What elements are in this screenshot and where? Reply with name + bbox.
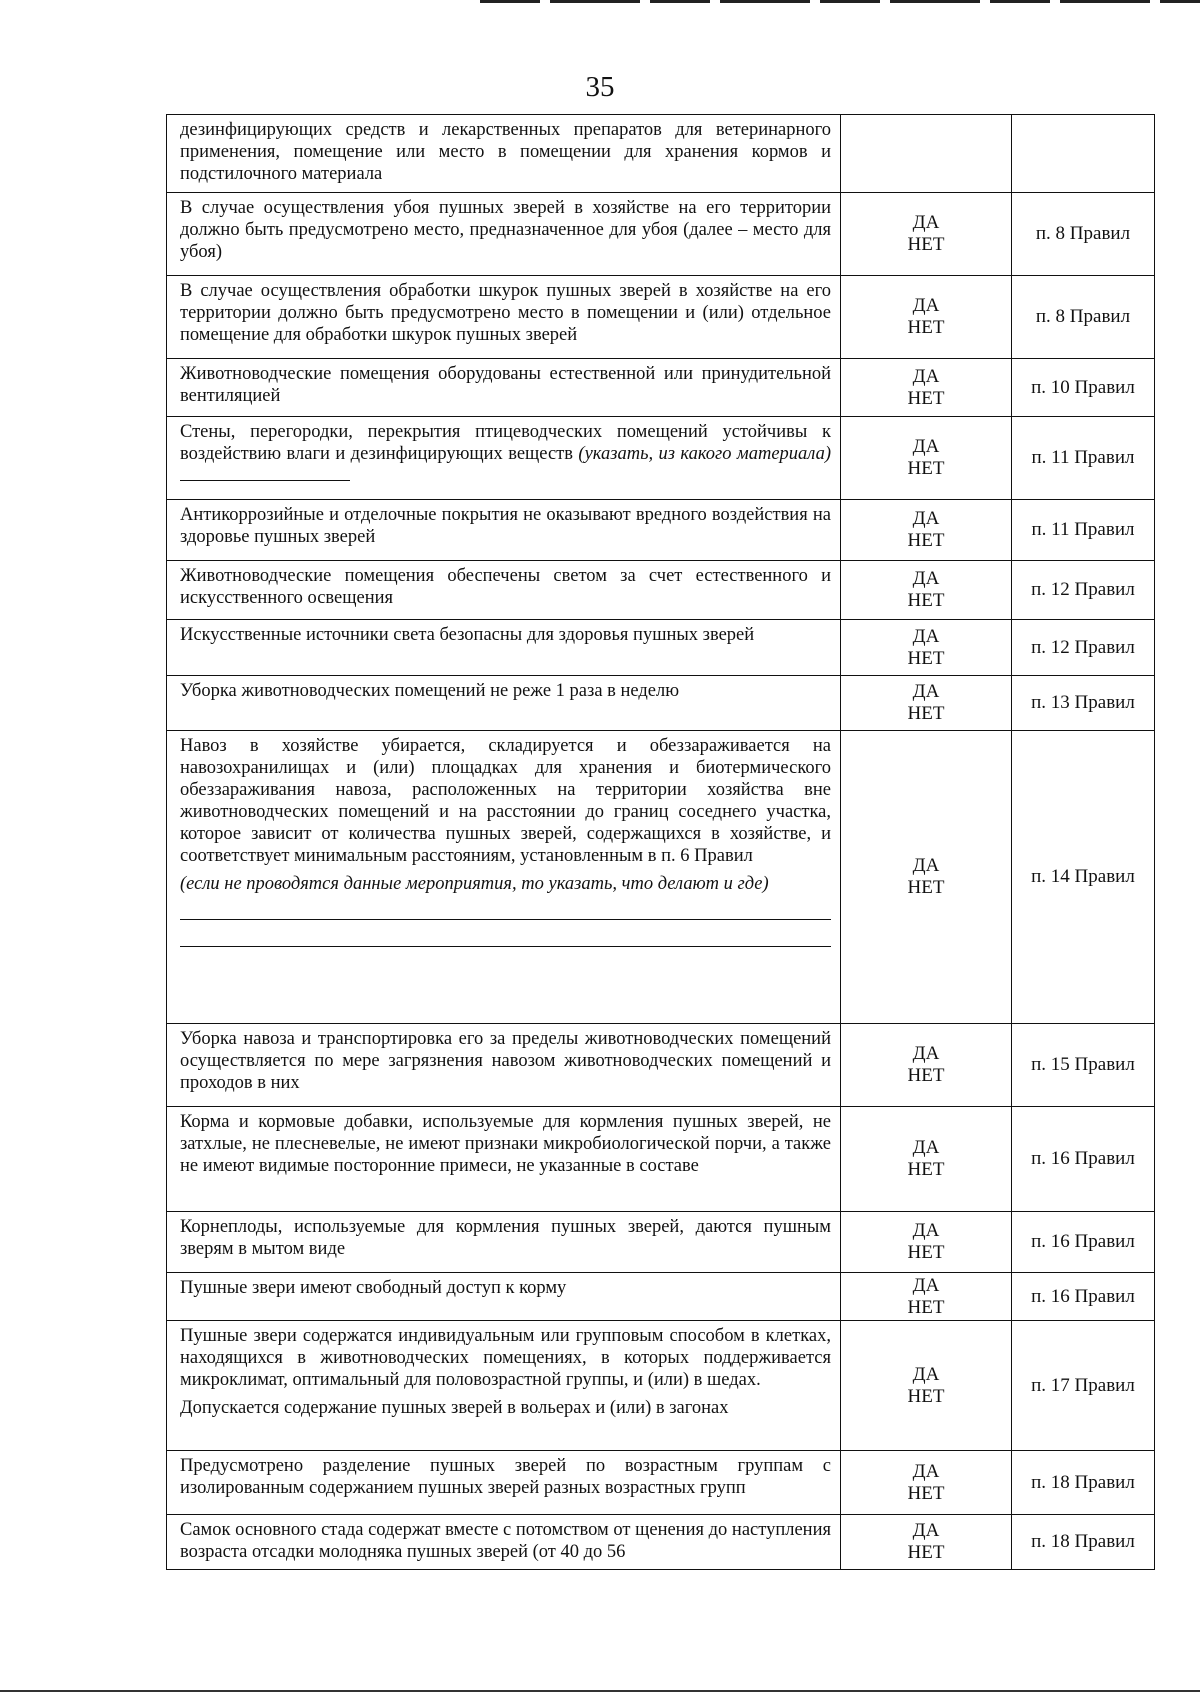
requirement-text: Корма и кормовые добавки, используемые для кормления пушных зверей, не затхлые, не плесневелые, не имеют признаки микробиологической порчи, а также не имеют видимые посторонние примеси, не указанные в составе: [180, 1112, 831, 1176]
rule-reference: п. 16 Правил: [1012, 1273, 1155, 1321]
requirement-text: Уборка навоза и транспортировка его за пределы животноводческих помещений осуществляется по мере загрязнения навозом животноводческих помещений и проходов в них: [180, 1029, 831, 1093]
table-row: [167, 620, 1155, 676]
answer-yes: ДА: [912, 436, 940, 457]
fill-in-line: [180, 919, 831, 920]
answer-no: НЕТ: [907, 1159, 945, 1180]
requirement-text: Уборка животноводческих помещений не реже 1 раза в неделю: [180, 681, 680, 701]
rule-reference: п. 12 Правил: [1012, 561, 1155, 620]
table-row: [167, 1107, 1155, 1212]
answer-no: НЕТ: [907, 1242, 945, 1263]
requirement-cell: [167, 676, 841, 731]
answer-cell: [841, 1273, 1012, 1321]
answer-yes: ДА: [912, 1043, 940, 1064]
answer-cell: [841, 417, 1012, 500]
answer-cell: [841, 1321, 1012, 1451]
table-row: [167, 115, 1155, 193]
requirement-text: Самок основного стада содержат вместе с потомством от щенения до наступления возраста отсадки молодняка пушных зверей (от 40 до 56: [180, 1520, 831, 1562]
answer-yes: ДА: [912, 1520, 940, 1541]
rule-reference: п. 17 Правил: [1012, 1321, 1155, 1451]
requirement-text: Навоз в хозяйстве убирается, складируется и обеззараживается на навозохранилищах и (или) площадках для хранения и биотермического обеззараживания навоза, расположенных на территории хозяйства вне животноводческих помещений и на расстоянии до границ соседнего участка, которое зависит от количества пушных зверей, содержащихся в хозяйстве, и соответствует минимальным расстояниям, установленным в п. 6 Правил: [180, 736, 831, 866]
requirement-text: Корнеплоды, используемые для кормления пушных зверей, даются пушным зверям в мытом виде: [180, 1217, 831, 1259]
requirement-text: дезинфицирующих средств и лекарственных препаратов для ветеринарного применения, помещение или место в помещении для хранения кормов и подстилочного материала: [180, 120, 831, 184]
answer-yes: ДА: [912, 855, 940, 876]
answer-yes: ДА: [912, 1274, 940, 1296]
requirement-cell: [167, 1515, 841, 1570]
requirement-text: Пушные звери имеют свободный доступ к корму: [180, 1278, 567, 1298]
requirement-text: Искусственные источники света безопасны для здоровья пушных зверей: [180, 625, 755, 645]
requirement-cell: [167, 359, 841, 417]
answer-no: НЕТ: [907, 317, 945, 338]
requirement-cell: [167, 1451, 841, 1515]
requirement-cell: [167, 417, 841, 500]
scan-edge-top: [480, 0, 1200, 3]
answer-cell: [841, 276, 1012, 359]
table-row: [167, 676, 1155, 731]
requirement-note: (если не проводятся данные мероприятия, то указать, что делают и где): [180, 874, 769, 894]
fill-in-line: [180, 466, 350, 481]
requirement-text: В случае осуществления обработки шкурок пушных зверей в хозяйстве на его территории должно быть предусмотрено место в помещении и (или) отдельное помещение для обработки шкурок пушных зверей: [180, 281, 831, 345]
rule-reference: п. 15 Правил: [1012, 1024, 1155, 1107]
answer-yes: ДА: [912, 1220, 940, 1241]
table-row: [167, 1515, 1155, 1570]
rule-reference: п. 13 Правил: [1012, 676, 1155, 731]
answer-no: НЕТ: [907, 387, 945, 409]
answer-cell: [841, 1515, 1012, 1570]
requirement-note: (указать, из какого материала): [578, 444, 832, 464]
rule-reference: п. 16 Правил: [1012, 1107, 1155, 1212]
answer-cell: [841, 1451, 1012, 1515]
rule-reference: п. 12 Правил: [1012, 620, 1155, 676]
table-row: [167, 561, 1155, 620]
requirement-cell: [167, 1107, 841, 1212]
answer-cell: [841, 500, 1012, 561]
table-row: [167, 731, 1155, 1024]
answer-cell: [841, 359, 1012, 417]
requirement-text: Предусмотрено разделение пушных зверей по возрастным группам с изолированным содержанием пушных зверей разных возрастных групп: [180, 1456, 831, 1498]
answer-yes: ДА: [912, 1363, 940, 1385]
rule-reference: [1012, 115, 1155, 193]
answer-yes: ДА: [912, 1460, 940, 1482]
table-row: [167, 1212, 1155, 1273]
answer-cell: [841, 731, 1012, 1024]
answer-no: НЕТ: [907, 647, 945, 669]
requirement-cell: [167, 500, 841, 561]
answer-no: НЕТ: [907, 877, 945, 898]
rule-reference: п. 18 Правил: [1012, 1515, 1155, 1570]
answer-yes: ДА: [912, 212, 940, 233]
requirement-text: В случае осуществления убоя пушных зверей в хозяйстве на его территории должно быть предусмотрено место, предназначенное для убоя (далее – место для убоя): [180, 198, 831, 262]
table-row: [167, 193, 1155, 276]
requirement-text: Антикоррозийные и отделочные покрытия не оказывают вредного воздействия на здоровье пушных зверей: [180, 505, 831, 547]
requirement-cell: [167, 1321, 841, 1451]
rule-reference: п. 16 Правил: [1012, 1212, 1155, 1273]
table-row: [167, 1321, 1155, 1451]
table-row: [167, 1024, 1155, 1107]
answer-cell: [841, 193, 1012, 276]
requirement-text: Пушные звери содержатся индивидуальным или групповым способом в клетках, находящихся в животноводческих помещениях, в которых поддерживается микроклимат, оптимальный для половозрастной группы, и (или) в шедах.: [180, 1326, 831, 1390]
answer-yes: ДА: [912, 625, 940, 647]
requirement-cell: [167, 731, 841, 1024]
answer-no: НЕТ: [907, 458, 945, 479]
answer-no: НЕТ: [907, 530, 945, 551]
answer-yes: ДА: [912, 508, 940, 529]
requirement-text: Животноводческие помещения оборудованы естественной или принудительной вентиляцией: [180, 364, 831, 406]
answer-no: НЕТ: [907, 1482, 945, 1504]
answer-cell: [841, 115, 1012, 193]
answer-cell: [841, 1107, 1012, 1212]
table-row: [167, 500, 1155, 561]
table-row: [167, 417, 1155, 500]
scan-edge-bottom: [0, 1690, 1200, 1692]
checklist-table: [166, 114, 1155, 1570]
answer-yes: ДА: [912, 681, 940, 702]
answer-yes: ДА: [912, 1137, 940, 1158]
requirement-text: Стены, перегородки, перекрытия птицеводческих помещений устойчивы к воздействию влаги и дезинфицирующих веществ: [180, 422, 831, 464]
rule-reference: п. 14 Правил: [1012, 731, 1155, 1024]
requirement-cell: [167, 1212, 841, 1273]
requirement-extra: Допускается содержание пушных зверей в вольерах и (или) в загонах: [180, 1398, 729, 1418]
page-number: 35: [585, 71, 615, 103]
rule-reference: п. 18 Правил: [1012, 1451, 1155, 1515]
answer-cell: [841, 620, 1012, 676]
requirement-cell: [167, 561, 841, 620]
requirement-cell: [167, 193, 841, 276]
answer-cell: [841, 1212, 1012, 1273]
table-row: [167, 1273, 1155, 1321]
answer-cell: [841, 676, 1012, 731]
requirement-cell: [167, 276, 841, 359]
rule-reference: п. 10 Правил: [1012, 359, 1155, 417]
table-row: [167, 359, 1155, 417]
answer-no: НЕТ: [907, 1542, 945, 1563]
answer-no: НЕТ: [907, 590, 945, 611]
answer-no: НЕТ: [907, 1065, 945, 1086]
table-row: [167, 1451, 1155, 1515]
answer-no: НЕТ: [907, 703, 945, 724]
rule-reference: п. 8 Правил: [1012, 276, 1155, 359]
requirement-cell: [167, 1273, 841, 1321]
answer-yes: ДА: [912, 568, 940, 589]
answer-yes: ДА: [912, 365, 940, 387]
rule-reference: п. 8 Правил: [1012, 193, 1155, 276]
answer-cell: [841, 561, 1012, 620]
answer-no: НЕТ: [907, 1385, 945, 1407]
rule-reference: п. 11 Правил: [1012, 417, 1155, 500]
answer-yes: ДА: [912, 295, 940, 316]
rule-reference: п. 11 Правил: [1012, 500, 1155, 561]
requirement-cell: [167, 1024, 841, 1107]
requirement-cell: [167, 620, 841, 676]
answer-no: НЕТ: [907, 234, 945, 255]
requirement-text: Животноводческие помещения обеспечены светом за счет естественного и искусственного освещения: [180, 566, 831, 608]
requirement-cell: [167, 115, 841, 193]
answer-no: НЕТ: [907, 1296, 945, 1318]
answer-cell: [841, 1024, 1012, 1107]
table-row: [167, 276, 1155, 359]
